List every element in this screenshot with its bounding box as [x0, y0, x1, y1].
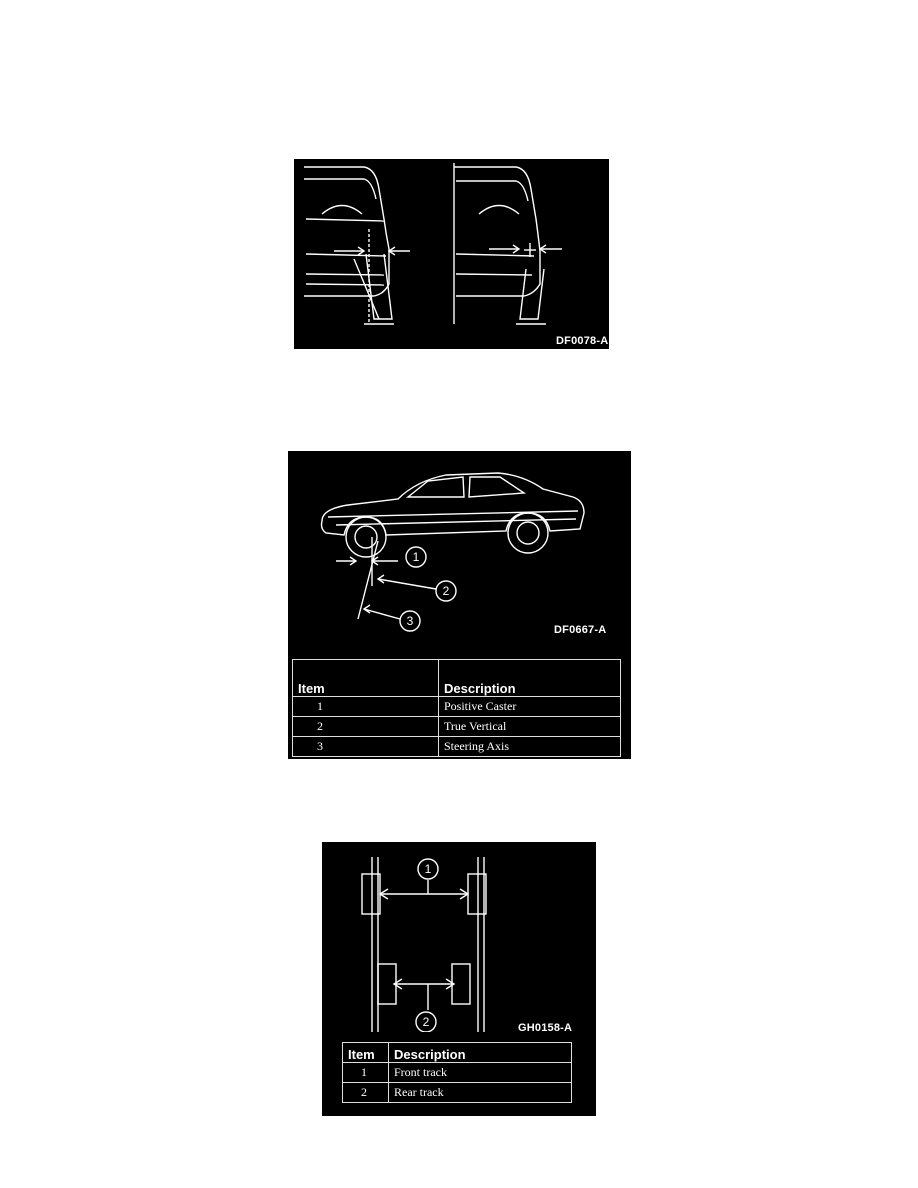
column-header-item: Item [343, 1043, 389, 1063]
item-number: 2 [343, 1083, 389, 1103]
item-number: 1 [293, 697, 439, 717]
callout-1: 1 [412, 550, 420, 564]
callout-2: 2 [422, 1015, 430, 1029]
legend-table [292, 659, 621, 757]
column-header-description: Description [389, 1043, 572, 1063]
table-row [343, 1083, 572, 1103]
item-description: Positive Caster [439, 697, 621, 717]
table-row [293, 717, 621, 737]
table-header-row [293, 660, 621, 697]
item-description: True Vertical [439, 717, 621, 737]
column-header-item: Item [293, 660, 439, 697]
figure-track [322, 842, 596, 1116]
figure-caster [288, 451, 631, 759]
item-description: Rear track [389, 1083, 572, 1103]
item-description: Front track [389, 1063, 572, 1083]
track-illustration [322, 842, 596, 1032]
item-number: 3 [293, 737, 439, 757]
callout-3: 3 [406, 614, 414, 628]
item-number: 2 [293, 717, 439, 737]
callout-2: 2 [442, 584, 450, 598]
table-row [293, 697, 621, 717]
figure-code: DF0078-A [556, 335, 609, 347]
figure-code: GH0158-A [518, 1022, 573, 1034]
column-header-description: Description [439, 660, 621, 697]
item-description: Steering Axis [439, 737, 621, 757]
callout-1: 1 [424, 862, 432, 876]
table-row [293, 737, 621, 757]
figure-code: DF0667-A [554, 624, 607, 636]
camber-illustration [294, 159, 609, 349]
item-number: 1 [343, 1063, 389, 1083]
table-header-row [343, 1043, 572, 1063]
figure-camber [294, 159, 609, 349]
legend-table [342, 1042, 572, 1103]
table-row [343, 1063, 572, 1083]
